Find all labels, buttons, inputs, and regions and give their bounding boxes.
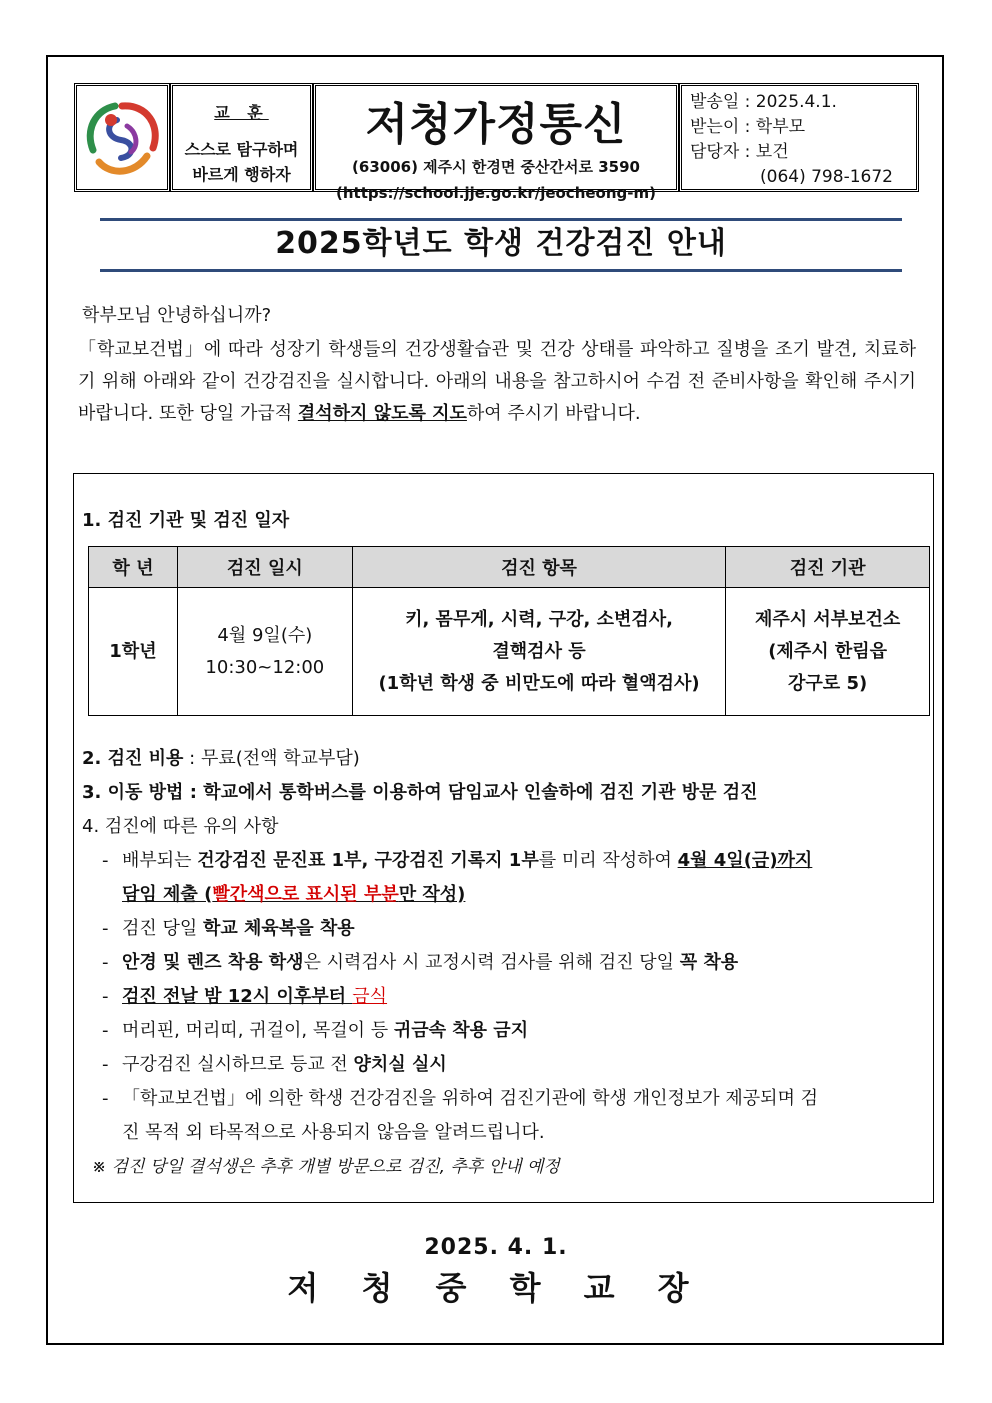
absence-note: ※ 검진 당일 결석생은 추후 개별 방문으로 검진, 추후 안내 예정 — [92, 1157, 560, 1177]
contact-person: 담당자 : 보건 — [690, 142, 789, 162]
recipient: 받는이 : 학부모 — [690, 117, 806, 137]
newsletter-title: 저청가정통신 — [365, 99, 627, 150]
table-header-row — [89, 547, 930, 588]
document-title-bar — [100, 218, 902, 272]
school-logo-icon — [77, 86, 167, 189]
section1-heading: 1. 검진 기관 및 검진 일자 — [82, 510, 290, 531]
intro-body-end: 하여 주시기 바랍니다. — [466, 403, 641, 424]
list-item-continued: 담임 제출 (빨간색으로 표시된 부분만 작성) — [122, 884, 466, 905]
section3-transport — [82, 776, 927, 810]
section3-label: 3. 이동 방법 — [82, 782, 184, 803]
document-title: 2025학년도 학생 건강검진 안내 — [275, 226, 727, 261]
col-grade: 학 년 — [89, 547, 178, 588]
section3-value: : 학교에서 통학버스를 이용하여 담임교사 인솔하에 검진 기관 방문 검진 — [183, 782, 758, 803]
notice-list — [82, 742, 927, 1184]
schedule-table — [88, 546, 930, 716]
greeting: 학부모님 안녕하십니까? — [82, 305, 272, 326]
cell-datetime: 4월 9일(수) 10:30~12:00 — [177, 588, 352, 716]
list-item: - 배부되는 건강검진 문진표 1부, 구강검진 기록지 1부를 미리 작성하여 4월 4일(금)까지 — [102, 850, 813, 871]
cell-items: 키, 몸무게, 시력, 구강, 소변검사, 결핵검사 등 (1학년 학생 중 비만도에 따라 혈액검사) — [352, 588, 725, 716]
list-item: - 검진 당일 학교 체육복을 착용 — [102, 918, 355, 939]
section2-cost — [82, 742, 927, 776]
section2-label: 2. 검진 비용 — [82, 748, 184, 769]
school-url: (https://school.jje.go.kr/jeocheong-m) — [336, 184, 656, 202]
details-box — [73, 473, 934, 1203]
list-item: - 머리핀, 머리띠, 귀걸이, 목걸이 등 귀금속 착용 금지 — [102, 1020, 529, 1041]
contact-phone: (064) 798-1672 — [760, 167, 893, 187]
dispatch-date: 발송일 : 2025.4.1. — [690, 92, 837, 112]
list-item: - 「학교보건법」에 의한 학생 건강검진을 위하여 검진기관에 학생 개인정보가 제공되며 검 — [102, 1088, 819, 1109]
intro-body-text: 「학교보건법」에 따라 성장기 학생들의 건강생활습관 및 건강 상태를 파악하고 질병을 조기 발견, 치료하기 위해 아래와 같이 건강검진을 실시합니다. 아래의 내용을 참고하시어 수검 전 준비사항을 확인해 주시기 바랍니다. 또한 당일 가급적 — [78, 339, 916, 424]
newsletter-title-box — [313, 83, 679, 202]
motto-text: 스스로 탐구하며 바르게 행하자 — [184, 140, 299, 184]
school-logo-box — [74, 83, 170, 192]
issue-date: 2025. 4. 1. — [424, 1235, 568, 1260]
list-item: - 안경 및 렌즈 착용 학생은 시력검사 시 교정시력 검사를 위해 검진 당일 꼭 착용 — [102, 952, 739, 973]
col-datetime: 검진 일시 — [177, 547, 352, 588]
section4-heading: 4. 검진에 따른 유의 사항 — [82, 816, 279, 837]
list-item-continued: 진 목적 외 타목적으로 사용되지 않음을 알려드립니다. — [122, 1122, 545, 1143]
col-items: 검진 항목 — [352, 547, 725, 588]
principal-signature: 저 청 중 학 교 장 — [287, 1269, 705, 1307]
cell-institution: 제주시 서부보건소 (제주시 한림읍 강구로 5) — [726, 588, 930, 716]
newsletter-header — [74, 83, 919, 202]
intro-emphasis: 결석하지 않도록 지도 — [297, 403, 467, 424]
list-item: - 구강검진 실시하므로 등교 전 양치실 실시 — [102, 1054, 447, 1075]
list-item: - 검진 전날 밤 12시 이후부터 금식 — [102, 986, 388, 1007]
intro-body — [78, 334, 916, 430]
col-institution: 검진 기관 — [726, 547, 930, 588]
dispatch-info-box — [679, 83, 919, 192]
motto-box — [170, 83, 313, 192]
intro-section — [78, 300, 916, 430]
school-address: (63006) 제주시 한경면 중산간서로 3590 — [352, 158, 640, 176]
motto-label: 교 훈 — [214, 103, 269, 122]
table-row — [89, 588, 930, 716]
cell-grade: 1학년 — [89, 588, 178, 716]
section2-value: : 무료(전액 학교부담) — [183, 748, 360, 769]
